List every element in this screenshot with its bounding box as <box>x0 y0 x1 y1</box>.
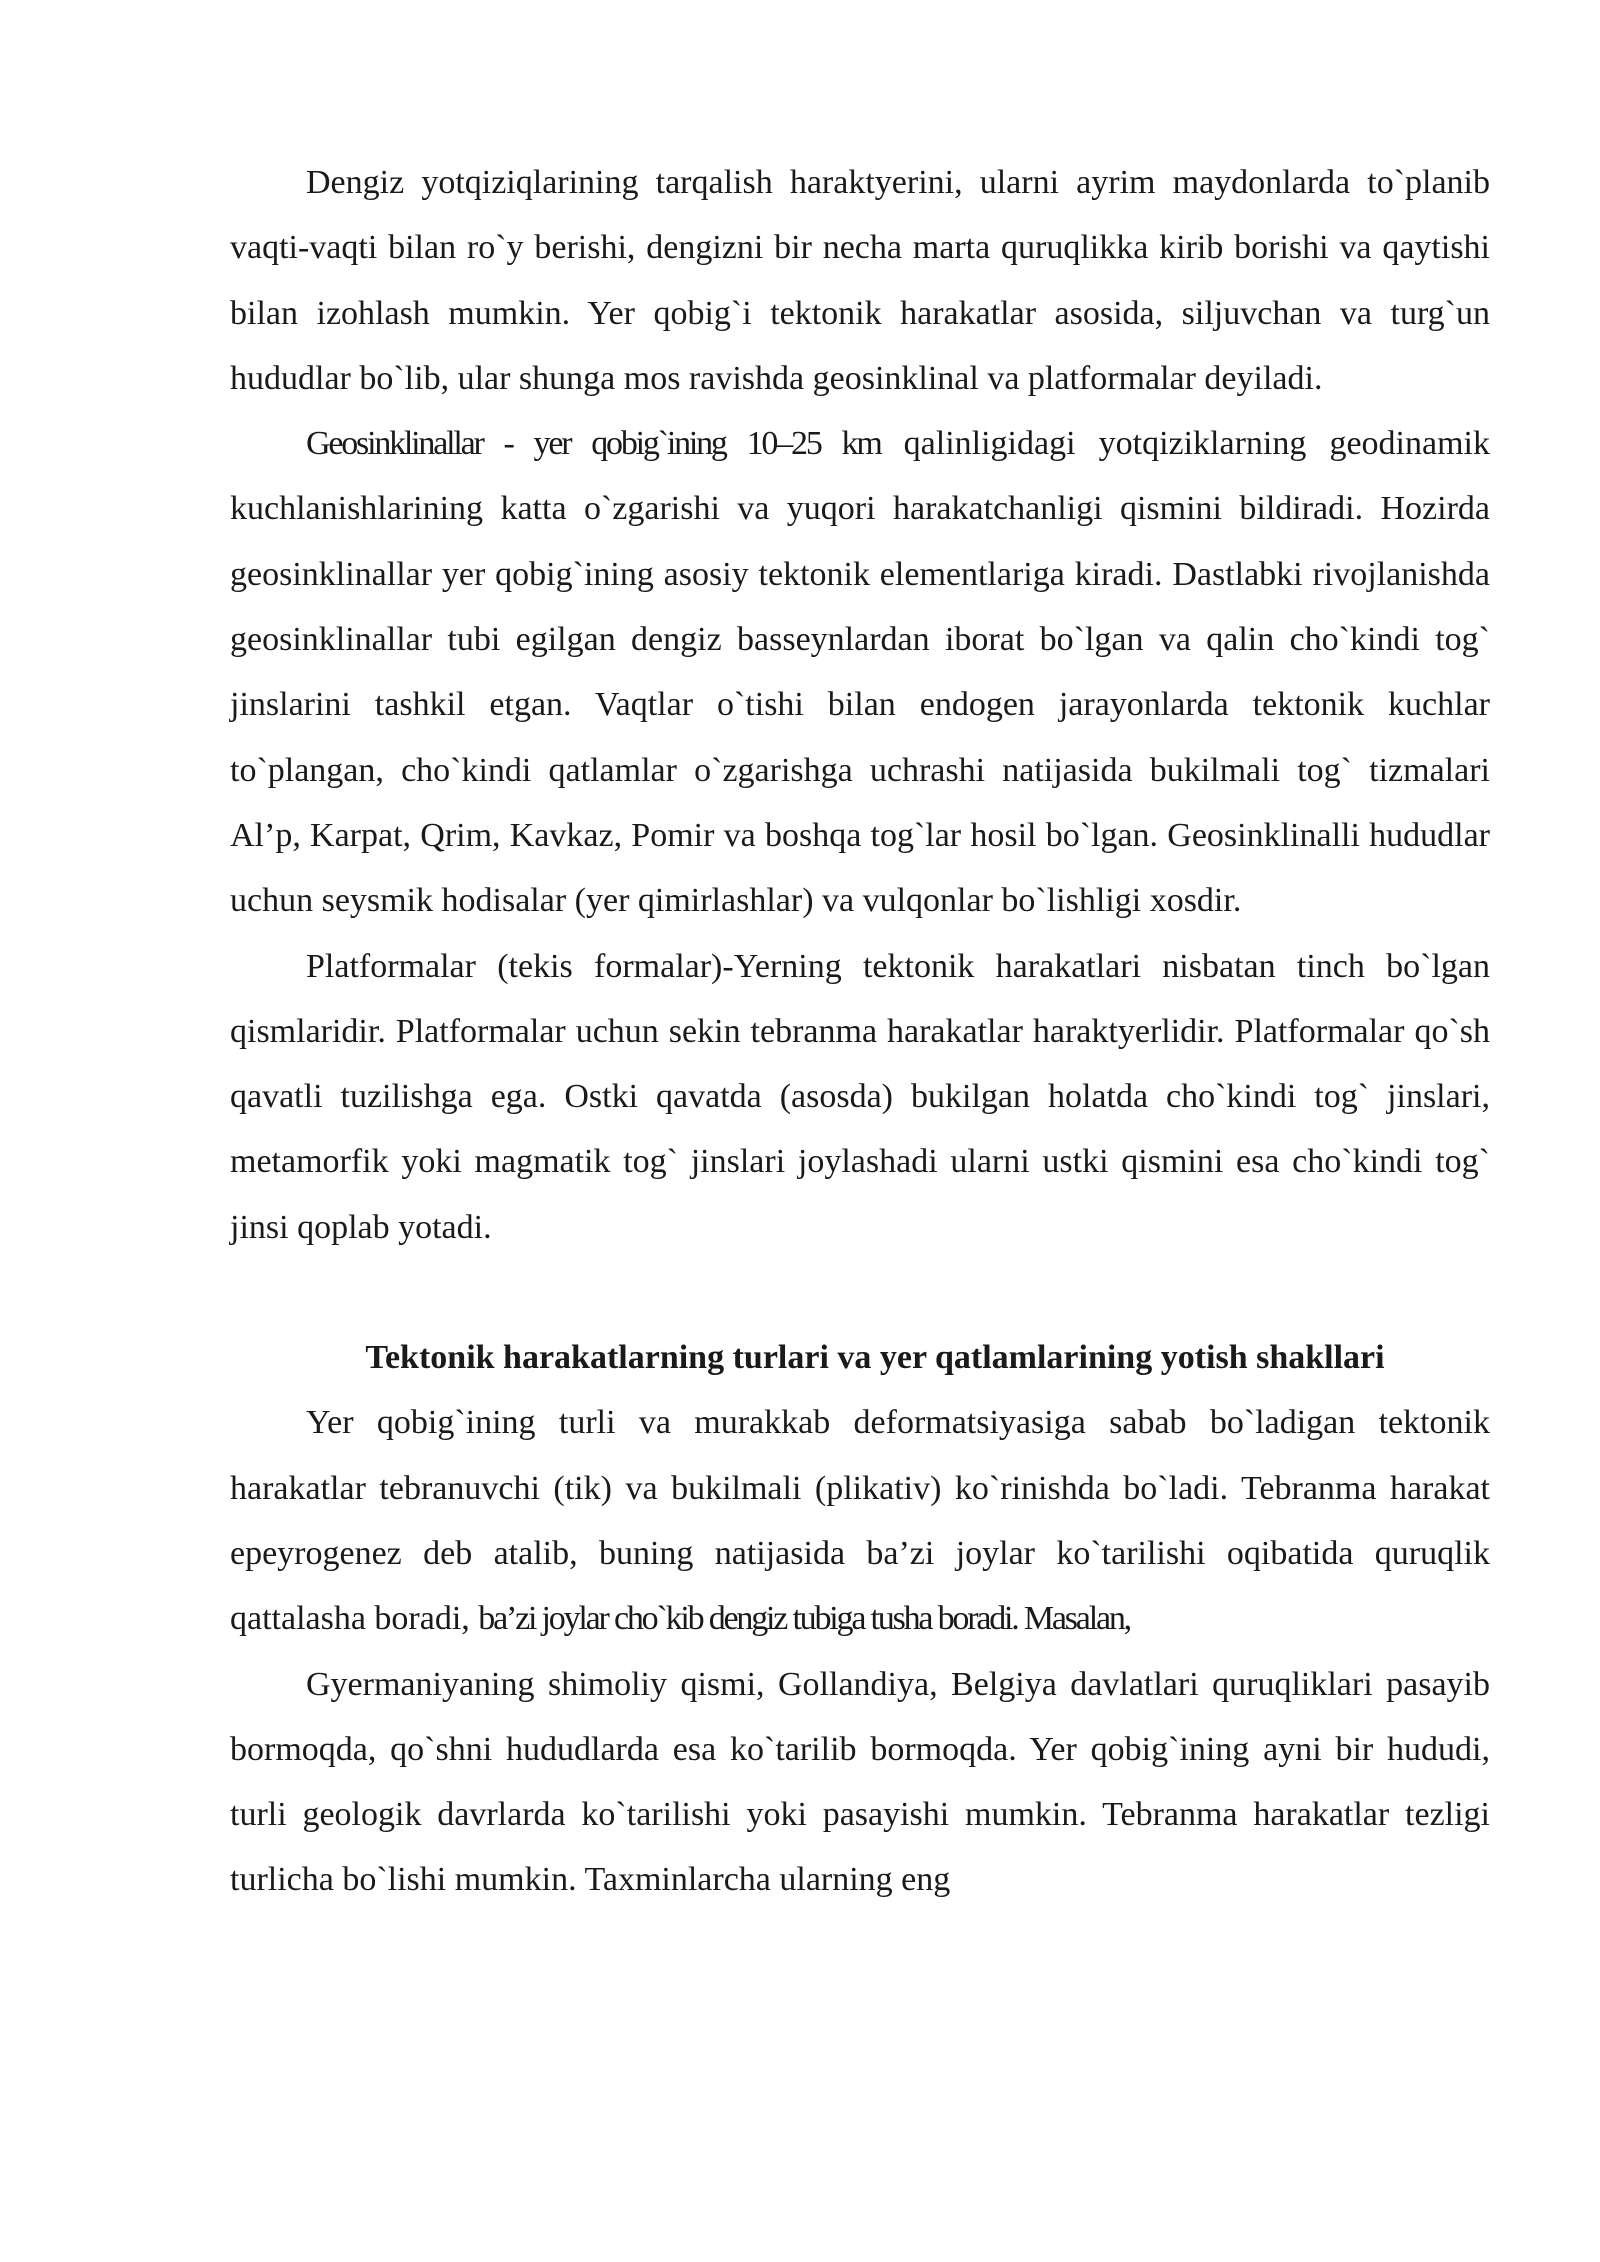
tektonik-main-text: Yer qobig`ining turli va murakkab deformatsiyasiga sabab bo`ladigan tektonik harakatlar tebranuvchi (tik) va bukilmali (plikativ) ko`rinishda bo`ladi. Tebranma harakat epeyrogenez deb atalib, buning natijasida ba’zi joylar ko`tarilishi oqibatida quruqlik qattalasha boradi, <box>230 1404 1490 1638</box>
geosinklinallar-lead-text: Geosinklinallar - yer qobig`ining 10–25 km <box>306 425 881 463</box>
document-body <box>230 150 1490 1913</box>
paragraph-platformalar: Platformalar (tekis formalar)-Yerning tektonik harakatlari nisbatan tinch bo`lgan qismlaridir. Platformalar uchun sekin tebranma harakatlar haraktyerlidir. Platformalar qo`sh qavatli tuzilishga ega. Ostki qavatda (asosda) bukilgan holatda cho`kindi tog` jinslari, metamorfik yoki magmatik tog` jinslari joylashadi ularni ustki qismini esa cho`kindi tog` jinsi qoplab yotadi. <box>230 947 1490 1246</box>
paragraph-tektonik-harakatlar <box>230 1390 1490 1651</box>
paragraph-geosinklinallar <box>230 411 1490 933</box>
geosinklinallar-body-text: qalinligidagi yotqiziklarning geodinamik kuchlanishlarining katta o`zgarishi va yuqori harakatchanligi qismini bildiradi. Hozirda geosinklinallar yer qobig`ining asosiy tektonik elementlariga kiradi. Dastlabki rivojlanishda geosinklinallar tubi egilgan dengiz basseynlardan iborat bo`lgan va qalin cho`kindi tog` jinslarini tashkil etgan. Vaqtlar o`tishi bilan endogen jarayonlarda tektonik kuchlar to`plangan, cho`kindi qatlamlar o`zgarishga uchrashi natijasida bukilmali tog` tizmalari Al’p, Karpat, Qrim, Kavkaz, Pomir va boshqa tog`lar hosil bo`lgan. Geosinklinalli hududlar uchun seysmik hodisalar (yer qimirlashlar) va vulqonlar bo`lishligi xosdir. <box>230 425 1490 920</box>
paragraph-gyermaniya: Gyermaniyaning shimoliy qismi, Gollandiya, Belgiya davlatlari quruqliklari pasayib bormoqda, qo`shni hududlarda esa ko`tarilib bormoqda. Yer qobig`ining ayni bir hududi, turli geologik davrlarda ko`tarilishi yoki pasayishi mumkin. Tebranma harakatlar tezligi turlicha bo`lishi mumkin. Taxminlarcha ularning eng <box>230 1665 1490 1899</box>
section-heading: Tektonik harakatlarning turlari va yer qatlamlarining yotish shakllari <box>365 1339 1385 1377</box>
paragraph-dengiz: Dengiz yotqiziqlarining tarqalish haraktyerini, ularni ayrim maydonlarda to`planib vaqti-vaqti bilan ro`y berishi, dengizni bir necha marta quruqlikka kirib borishi va qaytishi bilan izohlash mumkin. Yer qobig`i tektonik harakatlar asosida, siljuvchan va turg`un hududlar bo`lib, ular shunga mos ravishda geosinklinal va platformalar deyiladi. <box>230 164 1490 397</box>
tektonik-tail-text: ba’zi joylar cho`kib dengiz tubiga tusha boradi. Masalan, <box>478 1600 1130 1638</box>
